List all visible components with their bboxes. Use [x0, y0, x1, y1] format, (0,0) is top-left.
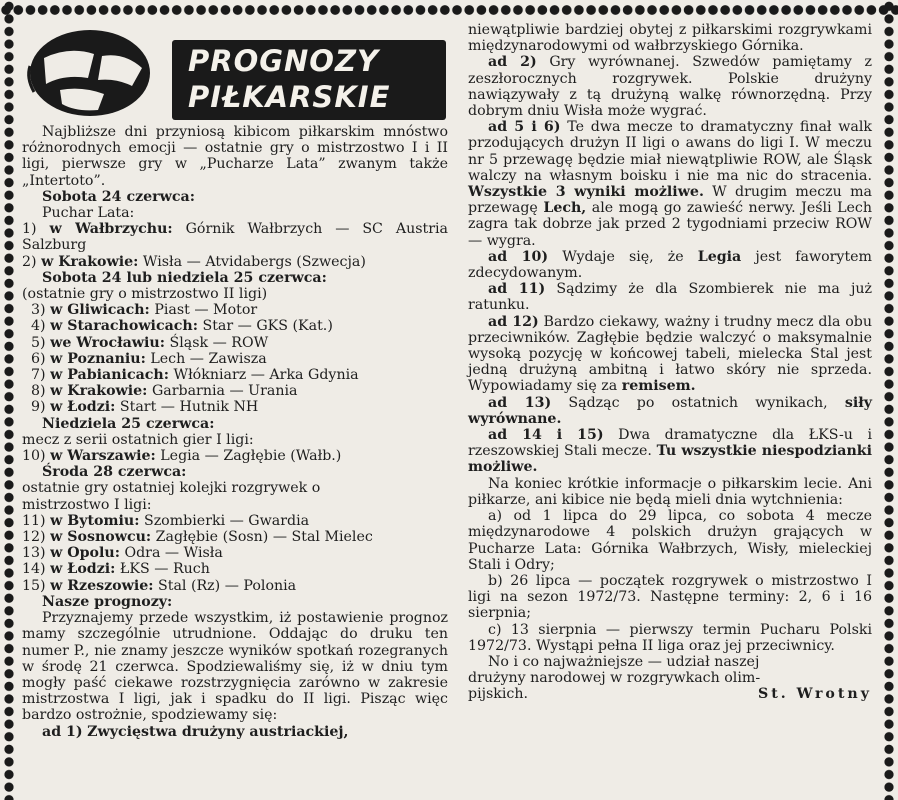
title-banner [172, 40, 446, 120]
sunday-heading: Niedziela 25 czerwca: [42, 415, 215, 432]
final-line-1: No i co najważniejsze — udział naszej [488, 653, 760, 670]
fixture-14: 14) w Łodzi: ŁKS — Ruch [22, 561, 210, 578]
forecast-heading: Nasze prognozy: [42, 593, 173, 610]
left-column [22, 24, 448, 740]
final-round-note-2: mistrzostwo I ligi: [22, 496, 152, 513]
forecast-ad1-start: ad 1) Zwycięstwa drużyny austriackiej, [42, 723, 349, 740]
info-b: b) 26 lipca — początek rozgrywek o mistrzostwo I ligi na sezon 1972/73. Następne terminy: 2, 6 i 16 sierpnia; [468, 572, 872, 622]
fixture-13: 13) w Opolu: Odra — Wisła [22, 545, 223, 562]
fixture-7: 7) w Pabianicach: Włókniarz — Arka Gdynia [31, 367, 359, 384]
forecast-ad11: ad 11) Sądzimy że dla Szombierek nie ma już ratunku. [468, 281, 872, 314]
final-line-3: pijskich. [468, 686, 529, 703]
article-header [22, 24, 448, 124]
intro-paragraph: Najbliższe dni przyniosą kibicom piłkarskim mnóstwo różnorodnych emocji — ostatnie gry o mistrzostwo I i II ligi, pierwsze gry w „Pucharze Lata” zwanym także „Intertoto”. [22, 124, 448, 189]
info-a: a) od 1 lipca do 29 lipca, co sobota 4 mecze międzynarodowe 4 polskich drużyn grających w Pucharze Lata: Górnika Wałbrzych, Wisły, mieleckiej Stali i Odry; [468, 508, 872, 573]
fixture-12: 12) w Sosnowcu: Zagłębie (Sosn) — Stal Mielec [22, 529, 373, 546]
right-column [468, 22, 872, 703]
forecast-ad12: ad 12) Bardzo ciekawy, ważny i trudny mecz dla obu przeciwników. Zagłębie będzie walczyć o maksymalnie wysoką pozycję w końcowej tabeli, mielecka Stal jest jedną drużyną ambitną i łatwo skóry nie sprzeda. Wypowiadamy się za remisem. [468, 313, 872, 395]
forecast-ad1-end: niewątpliwie bardziej obytej z piłkarskimi rozgrywkami międzynarodowymi od wałbrzyskiego Górnika. [468, 22, 872, 55]
fixture-1: 1) w Wałbrzychu: Górnik Wałbrzych — SC Austria Salzburg [22, 221, 448, 254]
saturday-heading: Sobota 24 czerwca: [42, 188, 195, 205]
first-league-note: mecz z serii ostatnich gier I ligi: [22, 431, 254, 448]
fixture-4: 4) w Starachowicach: Star — GKS (Kat.) [31, 318, 333, 335]
dotted-border-left [0, 0, 18, 800]
final-line-2: drużyny narodowej w rozgrywkach olim- [468, 670, 761, 687]
forecast-ad2: ad 2) Gry wyrównanej. Szwedów pamiętamy z zeszłorocznych rozgrywek. Polskie drużyny nawiązywały z tą drużyną walkę równorzędną. Przy dobrym dniu Wisła może wygrać. [468, 54, 872, 120]
fixture-11: 11) w Bytomiu: Szombierki — Gwardia [22, 512, 310, 529]
dotted-border-top [0, 0, 898, 20]
fixture-10: 10) w Warszawie: Legia — Zagłębie (Wałb.) [22, 448, 342, 465]
final-round-note-1: ostatnie gry ostatniej kolejki rozgrywek o [22, 480, 321, 497]
second-league-note: (ostatnie gry o mistrzostwo II ligi) [22, 286, 268, 303]
forecast-ad14-15: ad 14 i 15) Dwa dramatyczne dla ŁKS-u i rzeszowskiej Stali mecze. Tu wszystkie niespodzianki możliwe. [468, 427, 872, 476]
fixture-3: 3) w Gliwicach: Piast — Motor [31, 302, 258, 319]
fixture-15: 15) w Rzeszowie: Stal (Rz) — Polonia [22, 577, 297, 594]
signature-line [468, 686, 872, 702]
title-line-2: PIŁKARSKIE [188, 80, 391, 114]
forecast-ad5-6: ad 5 i 6) Te dwa mecze to dramatyczny finał walk przodujących drużyn II ligi o awans do ligi I. W meczu nr 5 przewagę będzie miał niewątpliwie ROW, ale Śląsk walczy na własnym boisku i nie ma nic do stracenia. Wszystkie 3 wyniki możliwe. W drugim meczu ma przewagę Lech, ale mogą go zawieść nerwy. Jeśli Lech zagra tak dobrze jak przed 2 tygodniami przeciw ROW — wygra. [468, 119, 873, 249]
sat-or-sun-heading: Sobota 24 lub niedziela 25 czerwca: [42, 269, 327, 286]
info-c: c) 13 sierpnia — pierwszy termin Pucharu Polski 1972/73. Wystąpi pełna II liga oraz jej przeciwnicy. [468, 621, 872, 654]
fixture-6: 6) w Poznaniu: Lech — Zawisza [31, 350, 267, 367]
football-icon [24, 28, 160, 118]
forecast-ad10: ad 10) Wydaje się, że Legia jest faworytem zdecydowanym. [468, 248, 872, 282]
summer-cup-label: Puchar Lata: [42, 205, 135, 222]
title-line-1: PROGNOZY [188, 44, 379, 78]
fixture-2: 2) w Krakowie: Wisła — Atvidabergs (Szwecja) [22, 253, 366, 270]
dotted-border-right [880, 0, 898, 800]
forecast-intro: Przyznajemy przede wszystkim, iż postawienie prognoz mamy szczególnie utrudnione. Oddając do druku ten numer P., nie znamy jeszcze wyników spotkań rozegranych w środę 21 czerwca. Spodziewaliśmy się, iż w dniu tym mogły paść ciekawe rozstrzygnięcia zarówno w zakresie mistrzostwa I ligi, jak i spadku do II ligi. Pisząc więc bardzo ostrożnie, spodziewamy się: [22, 610, 448, 724]
forecast-ad13: ad 13) Sądząc po ostatnich wynikach, siły wyrównane. [468, 394, 872, 427]
article [22, 24, 874, 796]
wednesday-heading: Środa 28 czerwca: [42, 464, 187, 481]
author-signature: St. Wrotny [757, 686, 872, 703]
fixture-8: 8) w Krakowie: Garbarnia — Urania [31, 383, 298, 400]
fixture-5: 5) we Wrocławiu: Śląsk — ROW [31, 334, 269, 351]
fixture-9: 9) w Łodzi: Start — Hutnik NH [31, 399, 259, 416]
closing-paragraph: Na koniec krótkie informacje o piłkarskim lecie. Ani piłkarze, ani kibice nie będą mieli dnia wytchnienia: [468, 475, 872, 508]
